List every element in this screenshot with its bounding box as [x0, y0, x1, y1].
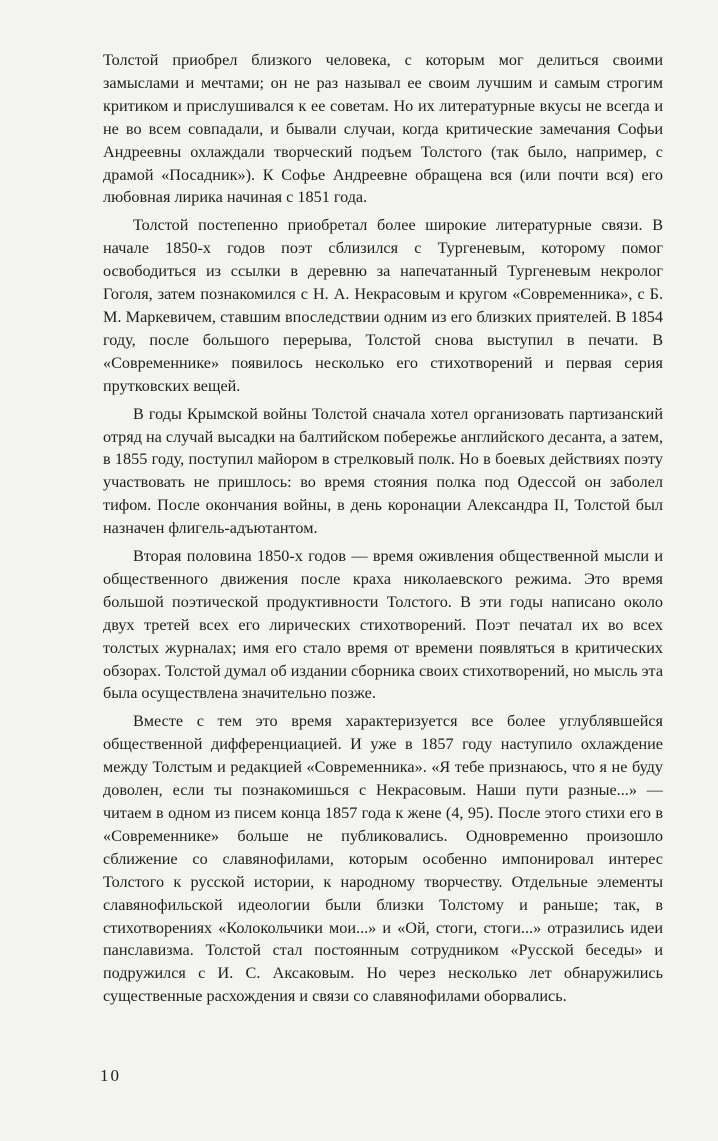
- paragraph-2: Толстой постепенно приобретал более широкие литературные связи. В начале 1850-х годов поэт сблизился с Тургеневым, которому помог освободиться из ссылки в деревню за напечатанный Тургеневым некролог Гоголя, затем познакомился с Н. А. Некрасовым и кругом «Современника», с Б. М. Маркевичем, ставшим впоследствии одним из его близких приятелей. В 1854 году, после большого перерыва, Толстой снова выступил в печати. В «Современнике» появилось несколько его стихотворений и первая серия прутковских вещей.: [103, 216, 663, 395]
- paragraph-3: В годы Крымской войны Толстой сначала хотел организовать партизанский отряд на случай высадки на балтийском побережье английского десанта, а затем, в 1855 году, поступил майором в стрелковый полк. Но в боевых действиях поэту участвовать не пришлось: во время стояния полка под Одессой он заболел тифом. После окончания войны, в день коронации Александра II, Толстой был назначен флигель-адъютантом.: [103, 404, 663, 538]
- body-text: [103, 49, 663, 1013]
- paragraph-5: Вместе с тем это время характеризуется все более углублявшейся общественной дифференциацией. И уже в 1857 году наступило охлаждение между Толстым и редакцией «Современника». «Я тебе признаюсь, что я не буду доволен, если ты познакомишься с Некрасовым. Наши пути разные...» — читаем в одном из писем конца 1857 года к жене (4, 95). После этого стихи его в «Современнике» больше не публиковались. Одновременно произошло сближение со славянофилами, которым особенно импонировал интерес Толстого к русской истории, к народному творчеству. Отдельные элементы славянофильской идеологии были близки Толстому и раньше; так, в стихотворениях «Колокольчики мои...» и «Ой, стоги, стоги...» отразились идеи панславизма. Толстой стал постоянным сотрудником «Русской беседы» и подружился с И. С. Аксаковым. Но через несколько лет обнаружились существенные расхождения и связи со славянофилами оборвались.: [103, 712, 663, 1006]
- paragraph-1: Толстой приобрел близкого человека, с которым мог делиться своими замыслами и мечтами; он не раз называл ее своим лучшим и самым строгим критиком и прислушивался к ее советам. Но их литературные вкусы не всегда и не во всем совпадали, и бывали случаи, когда критические замечания Софьи Андреевны охлаждали творческий подъем Толстого (так было, например, с драмой «Посадник»). К Софье Андреевне обращена вся (или почти вся) его любовная лирика начиная с 1851 года.: [103, 51, 663, 207]
- paragraph-4: Вторая половина 1850-х годов — время оживления общественной мысли и общественного движения после краха николаевского режима. Это время большой поэтической продуктивности Толстого. В эти годы написано около двух третей всех его лирических стихотворений. Поэт печатал их во всех толстых журналах; имя его стало время от времени появляться в критических обзорах. Толстой думал об издании сборника своих стихотворений, но мысль эта была осуществлена значительно позже.: [103, 547, 663, 703]
- page-number: 10: [100, 1066, 121, 1085]
